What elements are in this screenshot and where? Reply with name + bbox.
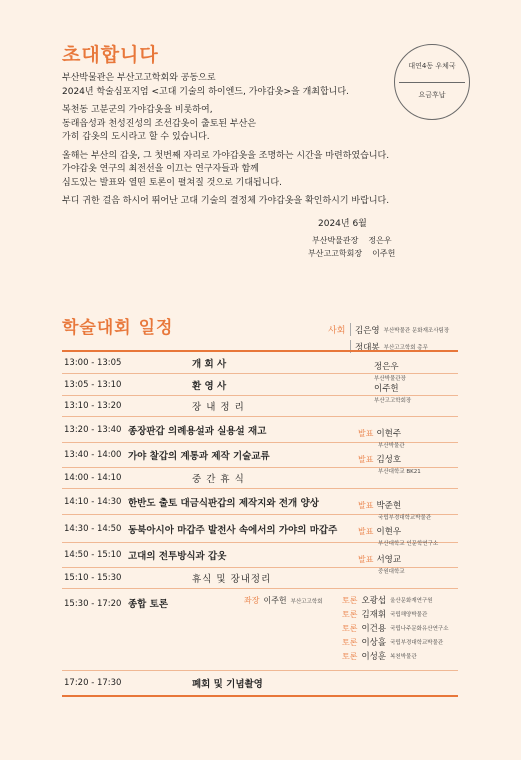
time-slot: 13:10 - 13:20	[64, 401, 122, 411]
panelist-affiliation: 국립해양박물관	[390, 612, 428, 618]
session-title: 한반도 출토 대금식판갑의 제작지와 전개 양상	[128, 497, 319, 509]
panelists	[342, 593, 449, 663]
table-row	[62, 352, 458, 382]
table-row	[62, 468, 458, 489]
panelist	[342, 607, 449, 621]
signature-society	[308, 248, 395, 259]
time-slot: 14:10 - 14:30	[64, 496, 122, 507]
speaker-affiliation: 부산대학교 인문학연구소	[378, 541, 439, 547]
moderator-affiliation: 부산박물관 문화재조사팀장	[383, 327, 450, 334]
panelist	[342, 649, 449, 663]
panelist-name: 김재휘	[361, 610, 387, 620]
table-row	[62, 417, 458, 449]
time-slot: 14:30 - 14:50	[64, 523, 122, 534]
panelist-name: 오광섭	[361, 596, 387, 606]
role-label: 좌장	[244, 596, 260, 605]
session-title: 종장판갑 의례용설과 실용설 재고	[128, 425, 267, 437]
role-label: 토론	[342, 595, 358, 605]
signature-name: 정은우	[368, 236, 392, 245]
role-label: 발표	[358, 555, 374, 564]
text-line: 2024년 학술심포지엄 <고대 기술의 하이엔드, 가야갑옷>을 개최합니다.	[62, 86, 349, 97]
role-label: 발표	[358, 527, 374, 536]
speaker-name: 김성호	[376, 455, 402, 465]
role-label: 토론	[342, 637, 358, 647]
speaker-affiliation: 부산고고학회장	[374, 398, 412, 404]
role-label: 발표	[358, 455, 374, 464]
speaker-name: 이현주	[376, 429, 402, 439]
moderator-affiliation: 부산고고학회 총무	[383, 344, 428, 351]
signature-title: 부산고고학회장	[308, 249, 363, 258]
role-label: 토론	[342, 623, 358, 633]
moderator-row	[328, 321, 449, 338]
table-row-discussion	[62, 589, 458, 671]
text-line: 가히 갑옷의 도시라고 할 수 있습니다.	[62, 132, 210, 142]
session-title: 폐회 및 기념촬영	[192, 679, 263, 690]
speaker-affiliation: 부산대학교 BK21	[378, 469, 421, 475]
stamp-postage-note: 요금후납	[418, 91, 446, 99]
panelist-affiliation: 복천박물관	[390, 654, 417, 660]
time-slot: 13:20 - 13:40	[64, 424, 122, 435]
session-title: 개 회 사	[192, 358, 227, 370]
speaker-name: 이주헌	[374, 384, 399, 394]
panelist	[342, 593, 449, 607]
speaker-affiliation: 중원대학교	[378, 569, 405, 575]
chair-affiliation: 부산고고학회	[290, 599, 323, 605]
time-slot: 14:00 - 14:10	[64, 473, 122, 483]
time-slot: 15:30 - 17:20	[64, 599, 122, 609]
paragraph	[62, 104, 402, 145]
session-title: 휴식 및 장내정리	[192, 574, 272, 585]
text-line: 부디 귀한 걸음 하시어 뛰어난 고대 기술의 결정체 가야갑옷을 확인하시기 바랍니다.	[62, 196, 390, 206]
table-row	[62, 543, 458, 575]
panelist-affiliation: 국립부경대학교박물관	[390, 640, 444, 646]
panelist-name: 이상흘	[361, 638, 387, 648]
session-title: 고대의 전투방식과 갑옷	[128, 551, 227, 562]
text-line: 부산박물관은 부산고고학회와 공동으로	[62, 73, 216, 83]
table-row	[62, 568, 458, 589]
time-slot: 13:40 - 14:00	[64, 450, 122, 460]
schedule-table	[62, 350, 458, 697]
paragraph	[62, 72, 402, 99]
session-title: 가야 찰갑의 계통과 제작 기술교류	[128, 451, 270, 462]
panelist-name: 이성훈	[361, 652, 387, 662]
invite-title: 초대합니다	[62, 44, 159, 66]
text-line: 복천동 고분군의 가야갑옷을 비롯하여,	[62, 105, 213, 115]
moderator-label: 사회	[328, 326, 346, 336]
divider	[350, 323, 351, 336]
table-row	[62, 515, 458, 547]
speaker-name: 정은우	[374, 362, 399, 372]
speaker-affiliation: 부산박물관장	[374, 376, 406, 382]
speaker-name: 이현우	[376, 527, 402, 537]
speaker-affiliation: 국립부경대학교박물관	[378, 515, 432, 521]
paragraph	[62, 150, 402, 191]
text-line: 가야갑옷 연구의 최전선을 이끄는 연구자들과 함께	[62, 164, 259, 174]
time-slot: 13:05 - 13:10	[64, 379, 122, 390]
session-title: 장 내 정 리	[192, 402, 245, 413]
panelist-affiliation: 국립나주문화유산연구소	[390, 626, 449, 632]
panelist-name: 이건용	[361, 624, 387, 634]
session-title: 종합 토론	[128, 599, 169, 610]
schedule-title: 학술대회 일정	[62, 318, 174, 338]
moderator-name: 정대봉	[355, 342, 380, 353]
time-slot: 14:50 - 15:10	[64, 550, 122, 560]
time-slot: 15:10 - 15:30	[64, 573, 122, 583]
invitation-body	[62, 72, 402, 214]
chair-name: 이주헌	[263, 596, 287, 605]
session-title: 동북아시아 마갑주 발전사 속에서의 가야의 마갑주	[128, 524, 338, 536]
table-row	[62, 443, 458, 475]
time-slot: 13:00 - 13:05	[64, 357, 122, 368]
role-label: 토론	[342, 609, 358, 619]
text-line: 동래읍성과 천성진성의 조선갑옷이 출토된 부산은	[62, 118, 257, 129]
role-label: 토론	[342, 651, 358, 661]
panelist-affiliation: 울산문화재연구원	[390, 598, 433, 604]
stamp-divider	[399, 82, 465, 83]
speaker-name: 박준현	[376, 501, 402, 511]
time-slot: 17:20 - 17:30	[64, 678, 122, 688]
table-row	[62, 489, 458, 521]
paragraph	[62, 195, 402, 209]
table-row	[62, 396, 458, 417]
session-title: 중 간 휴 식	[192, 474, 245, 485]
invite-date: 2024년 6월	[318, 219, 367, 229]
speaker-name: 서영교	[376, 555, 402, 565]
signature-museum	[312, 235, 392, 246]
signature-name: 이주헌	[372, 249, 396, 258]
text-line: 심도있는 발표와 열띤 토론이 펼쳐질 것으로 기대됩니다.	[62, 177, 282, 188]
role-label: 발표	[358, 429, 374, 438]
role-label: 발표	[358, 501, 374, 510]
panelist	[342, 621, 449, 635]
chair	[244, 595, 323, 606]
table-row-closing	[62, 671, 458, 697]
speaker-affiliation: 부산박물관	[378, 443, 405, 449]
moderator-name: 김은영	[355, 325, 380, 336]
text-line: 올해는 부산의 갑옷, 그 첫번째 자리로 가야갑옷을 조명하는 시간을 마련하였습니다.	[62, 150, 390, 161]
table-row	[62, 374, 458, 404]
signature-title: 부산박물관장	[312, 236, 359, 245]
postage-stamp	[394, 44, 470, 120]
session-title: 환 영 사	[192, 380, 227, 392]
stamp-post-office: 대연4동 우체국	[408, 62, 456, 70]
panelist	[342, 635, 449, 649]
